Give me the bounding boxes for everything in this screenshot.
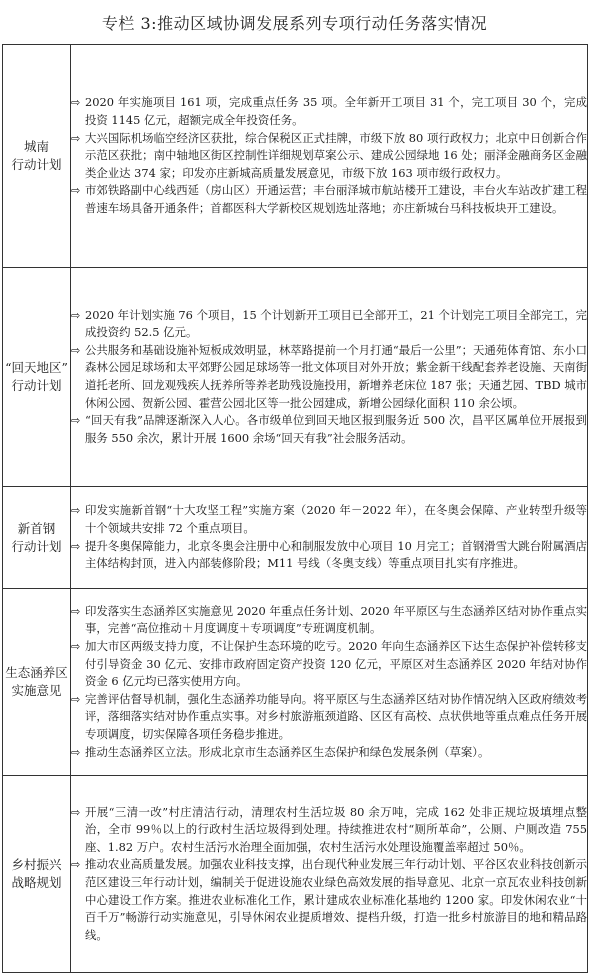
arrow-icon: ⇨ bbox=[71, 504, 81, 518]
arrow-icon: ⇨ bbox=[71, 414, 81, 428]
row-label bbox=[3, 487, 71, 589]
list-item bbox=[71, 603, 587, 638]
list-item-text: 推动生态涵养区立法。形成北京市生态涵养区生态保护和绿色发展条例（草案）。 bbox=[85, 744, 490, 759]
row-label bbox=[3, 776, 71, 973]
list-item-text: 推动农业高质量发展。加强农业科技支撑，出台现代种业发展三年行动计划、平谷区农业科技创新示范区建设三年行动计划，编制关于促进设施农业绿色高效发展的指导意见、北京一京瓦农业科技创新中心建设工作方案。推进农业标准化工作，累计建成农业标准化基地约 1200 家。印发休闲农业“十百千万”畅游行动实施意见，引导休闲农业提质增效、提档升级，打造一批乡村旅游目的地和精品路线。 bbox=[85, 857, 587, 942]
row-label-line: 实施意见 bbox=[11, 683, 62, 698]
list-item-text: 2020 年计划实施 76 个项目，15 个计划新开工项目已全部开工，21 个计划完工项目全部完工，完成投资约 52.5 亿元。 bbox=[85, 307, 587, 340]
row-label-line: 行动计划 bbox=[11, 378, 62, 393]
list-item bbox=[71, 182, 587, 217]
row-label-line: 新首钢 bbox=[17, 520, 56, 536]
table-row bbox=[3, 268, 588, 487]
arrow-icon: ⇨ bbox=[71, 539, 81, 553]
row-content bbox=[71, 776, 588, 973]
row-label-line: 行动计划 bbox=[11, 538, 62, 554]
list-item bbox=[71, 744, 587, 762]
list-item-text: 开展“三清一改”村庄清洁行动，清理农村生活垃圾 80 余万吨，完成 162 处非正规垃圾填埋点整治，全市 99％以上的行政村生活垃圾得到处理。持续推进农村“厕所革命”，公厕、户厕改造 755 座、1.82 万户。农村生活污水治理全面加强，农村生活污水处理设施覆盖率超过 50％。 bbox=[85, 804, 587, 854]
arrow-icon: ⇨ bbox=[71, 692, 81, 706]
list-item-text: 印发实施新首钢“十大攻坚工程”实施方案（2020 年－2022 年），在冬奥会保障、产业转型升级等十个领域共安排 72 个重点项目。 bbox=[85, 503, 587, 535]
table-row bbox=[3, 589, 588, 776]
list-item-text: 市郊铁路副中心线西延（房山区）开通运营；丰台丽泽城市航站楼开工建设，丰台火车站改扩建工程普速车场具备开通条件；首都医科大学新校区规划选址落地；亦庄新城台马科技板块开工建设。 bbox=[85, 183, 587, 215]
row-label-line: 生态涵养区 bbox=[5, 665, 68, 680]
list-item bbox=[71, 94, 587, 129]
arrow-icon: ⇨ bbox=[71, 184, 81, 198]
list-item bbox=[71, 502, 587, 537]
list-item bbox=[71, 412, 587, 447]
arrow-icon: ⇨ bbox=[71, 805, 81, 819]
table-row bbox=[3, 487, 588, 589]
row-content bbox=[71, 487, 588, 589]
list-item-text: 提升冬奥保障能力，北京冬奥会注册中心和制服发放中心项目 10 月完工；首钢滑雪大跳台附属酒店主体结构封顶，进入内部装修阶段；M11 号线（冬奥支线）等重点项目扎实有序推进。 bbox=[85, 538, 587, 571]
row-content bbox=[71, 589, 588, 776]
list-item-text: 加大市区两级支持力度，不让保护生态环境的吃亏。2020 年向生态涵养区下达生态保护补偿转移支付引导资金 30 亿元、安排市政府固定资产投资 120 亿元，平原区对生态涵养区 2020 年结对协作资金 6 亿元均已落实使用方向。 bbox=[85, 639, 587, 689]
row-label-line: 行动计划 bbox=[11, 157, 62, 172]
list-item bbox=[71, 638, 587, 691]
row-label bbox=[3, 268, 71, 487]
list-item-text: 公共服务和基础设施补短板成效明显，林萃路提前一个月打通“最后一公里”；天通苑体育馆、东小口森林公园足球场和太平郊野公园足球场等一批文体项目对外开放；紫金新干线配套养老设施、天南街道托老所、回龙观残疾人抚养所等养老助残设施投用，新增养老床位 187 张；天通艺园、TBD 城市休闲公园、贺新公园、霍营公园北区等一批公园建成，新增公园绿化面积 110 余公顷。 bbox=[85, 342, 587, 410]
task-table bbox=[2, 44, 588, 973]
arrow-icon: ⇨ bbox=[71, 604, 81, 618]
row-content bbox=[71, 45, 588, 268]
arrow-icon: ⇨ bbox=[71, 96, 81, 110]
table-row bbox=[3, 776, 588, 973]
row-label-line: “回天地区” bbox=[5, 360, 68, 375]
list-item bbox=[71, 130, 587, 183]
list-item bbox=[71, 307, 587, 342]
arrow-icon: ⇨ bbox=[71, 858, 81, 872]
table-row bbox=[3, 45, 588, 268]
row-content bbox=[71, 268, 588, 487]
list-item bbox=[71, 342, 587, 412]
list-item bbox=[71, 804, 587, 857]
list-item-text: 完善评估督导机制，强化生态涵养功能导向。将平原区与生态涵养区结对协作情况纳入区政府绩效考评，落细落实结对协作重点实事。对乡村旅游瓶颈道路、区区有高校、点状供地等重点难点任务开展专项调度，切实保障各项任务稳步推进。 bbox=[85, 691, 587, 741]
list-item-text: 2020 年实施项目 161 项，完成重点任务 35 项。全年新开工项目 31 个，完工项目 30 个，完成投资 1145 亿元，超额完成全年投资任务。 bbox=[85, 95, 587, 128]
row-label-line: 战略规划 bbox=[11, 875, 62, 890]
arrow-icon: ⇨ bbox=[71, 131, 81, 145]
table-title: 专栏 3:推动区域协调发展系列专项行动任务落实情况 bbox=[101, 13, 488, 33]
row-label-line: 乡村振兴 bbox=[11, 857, 62, 872]
list-item bbox=[71, 538, 587, 573]
list-item-text: 印发落实生态涵养区实施意见 2020 年重点任务计划、2020 年平原区与生态涵养区结对协作重点实事，完善“高位推动＋月度调度＋专项调度”专班调度机制。 bbox=[85, 603, 587, 636]
row-label bbox=[3, 589, 71, 776]
arrow-icon: ⇨ bbox=[71, 343, 81, 357]
row-label bbox=[3, 45, 71, 268]
list-item bbox=[71, 691, 587, 744]
arrow-icon: ⇨ bbox=[71, 308, 81, 322]
list-item-text: 大兴国际机场临空经济区获批，综合保税区正式挂牌，市级下放 80 项行政权力；北京中日创新合作示范区获批；南中轴地区街区控制性详细规划草案公示、建成公园绿地 16 处；丽泽金融商务区金融类企业达 374 家；印发亦庄新城高质量发展意见，市级下放 163 项市级行政权力。 bbox=[85, 130, 587, 180]
row-label-line: 城南 bbox=[23, 139, 49, 154]
arrow-icon: ⇨ bbox=[71, 745, 81, 759]
arrow-icon: ⇨ bbox=[71, 640, 81, 654]
list-item bbox=[71, 856, 587, 944]
list-item-text: “回天有我”品牌逐渐深入人心。各市级单位到回天地区报到服务近 500 次，昌平区属单位开展报到服务 550 余次，累计开展 1600 余场“回天有我”社会服务活动。 bbox=[85, 413, 587, 445]
